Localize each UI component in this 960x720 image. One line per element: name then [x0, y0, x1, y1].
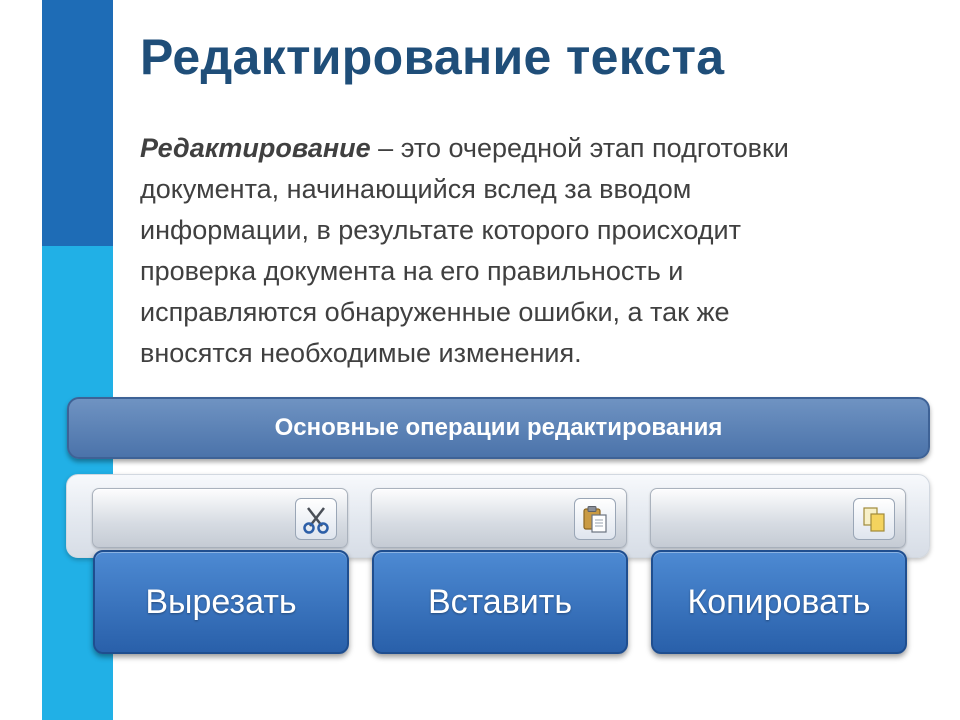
definition-line-6: вносятся необходимые изменения. [140, 338, 582, 368]
definition-line-5: исправляются обнаруженные ошибки, а так же [140, 297, 730, 327]
cut-toolbar-slot [92, 488, 348, 548]
definition-line-3: информации, в результате которого происходит [140, 215, 741, 245]
copy-icon[interactable] [853, 498, 895, 540]
copy-button[interactable]: Копировать [651, 550, 907, 654]
definition-line-1: Редактирование – это очередной этап подготовки [140, 133, 789, 163]
paste-icon[interactable] [574, 498, 616, 540]
scissors-icon[interactable] [295, 498, 337, 540]
paste-toolbar-slot [371, 488, 627, 548]
definition-line-2: документа, начинающийся вслед за вводом [140, 174, 692, 204]
operations-header: Основные операции редактирования [67, 397, 930, 459]
definition-term: Редактирование [140, 133, 371, 163]
paste-button[interactable]: Вставить [372, 550, 628, 654]
slide-title: Редактирование текста [140, 29, 725, 85]
accent-bar-top [42, 0, 113, 246]
definition-line-4: проверка документа на его правильность и [140, 256, 684, 286]
copy-toolbar-slot [650, 488, 906, 548]
definition-paragraph [140, 128, 900, 374]
cut-button[interactable]: Вырезать [93, 550, 349, 654]
